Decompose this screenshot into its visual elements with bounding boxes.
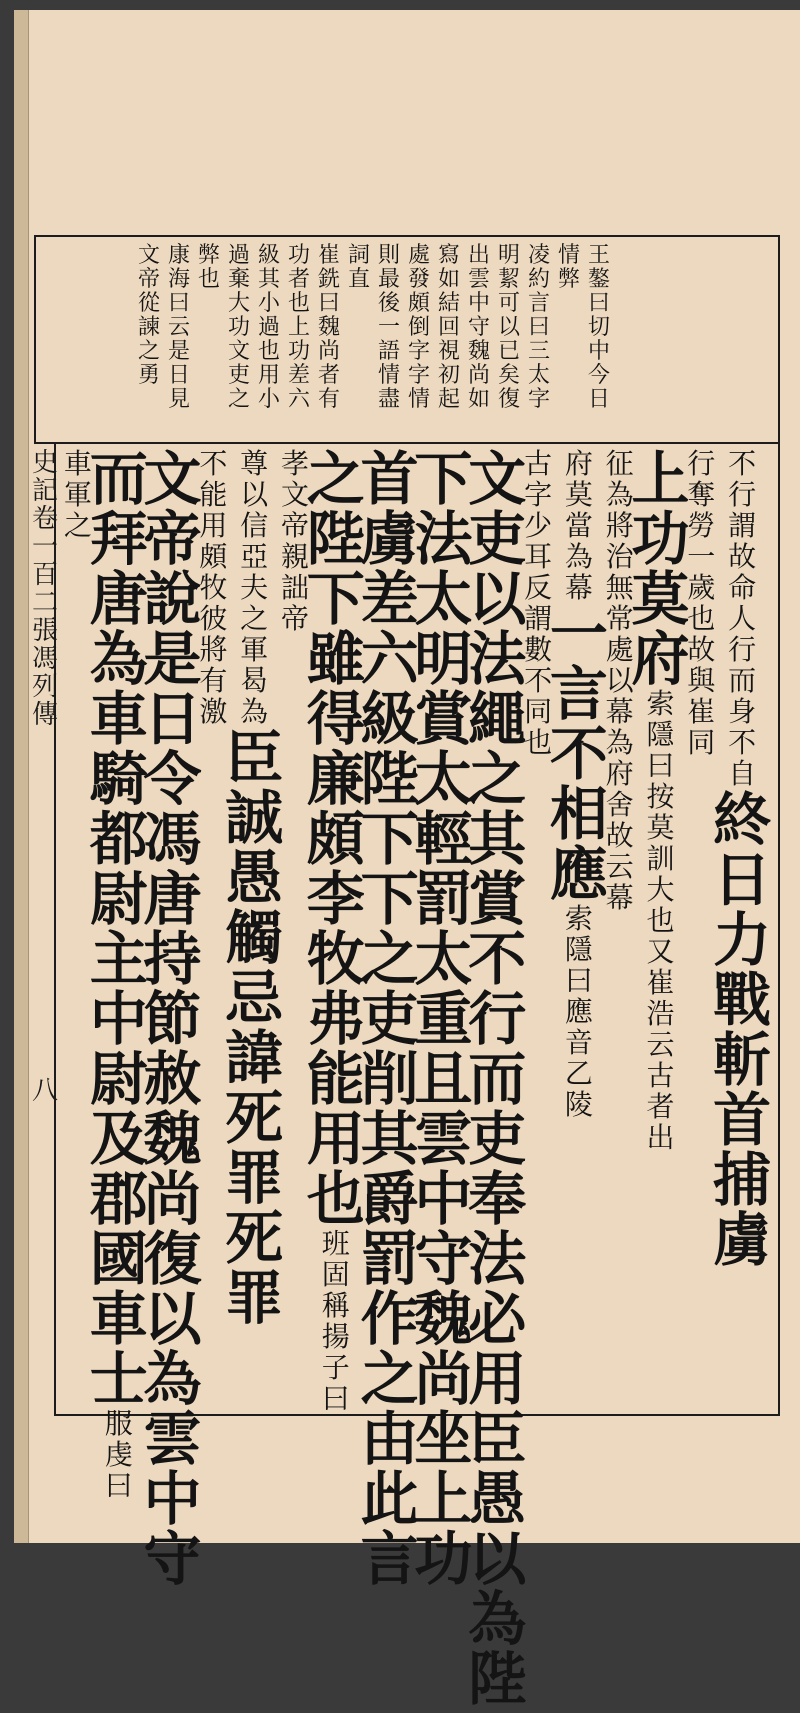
- main-text-run: 文 帝 說 是 日 令 馮 唐 持 節 赦 魏 尚 復 以 為 雲 中 守: [143, 445, 202, 1593]
- commentary-run: 索 隱 曰 應 音 乙 陵: [564, 902, 593, 1121]
- commentary-run: 服 虔 曰: [104, 1407, 133, 1502]
- main-text-run: 下 法 太 明 賞 太 輕 罰 太 重 且 雲 中 守 魏 尚 坐 上 功: [414, 445, 473, 1593]
- header-note-column: 則 最 後 一 語 情 盡: [377, 243, 400, 412]
- header-note-column: 王 鏊 曰 切 中 今 日: [587, 243, 610, 412]
- header-note-column: 文 帝 從 諫 之 勇: [137, 243, 160, 388]
- main-text-run: 而 拜 唐 為 車 騎 都 尉 主 中 尉 及 郡 國 車 士: [89, 445, 148, 1413]
- header-note-column: 處 發 頗 倒 字 字 情: [407, 243, 430, 412]
- text-column: [713, 447, 772, 1405]
- text-column: [63, 447, 92, 1405]
- text-column: [414, 445, 473, 1593]
- text-column: [306, 445, 365, 1415]
- text-column: [225, 447, 284, 1405]
- commentary-run: 班 固 稱 揚 子 曰: [321, 1227, 350, 1415]
- commentary-run: 古 字 少 耳: [524, 447, 553, 573]
- header-note-column: 寫 如 結 回 視 初 起: [437, 243, 460, 412]
- main-text-run: 上 功 莫 府: [631, 445, 690, 693]
- commentary-run: 尊 以 信 亞 夫 之 軍 曷 為: [240, 447, 269, 728]
- main-text: [63, 445, 772, 1713]
- header-note-column: 情 弊: [557, 243, 580, 292]
- main-text-run: 一 言 不 相 應: [549, 600, 608, 908]
- commentary-run: 不 能 用 頗 牧 彼 將 有 激: [199, 447, 228, 728]
- header-note-column: 詞 直: [347, 243, 370, 292]
- text-column: [143, 445, 202, 1593]
- text-column: [468, 445, 527, 1713]
- text-column: [687, 447, 716, 1405]
- main-text-run: 之 陛 下 雖 得 廉 頗 李 牧 弗 能 用 也: [306, 445, 365, 1233]
- text-column: [605, 447, 634, 1405]
- commentary-run: 孝 文 帝 親 詘 帝: [280, 447, 309, 635]
- text-column: [360, 445, 419, 1593]
- commentary-run: 不 行 謂 故 命 人 行 而 身 不 自: [728, 447, 757, 790]
- header-note-column: 功 者 也 上 功 差 六: [287, 243, 310, 412]
- margin-book-title: 史 記 卷 一 百 二: [31, 448, 58, 618]
- text-column: [549, 447, 608, 1405]
- header-note-column: 弊 也: [197, 243, 220, 292]
- commentary-run: 行 奪 勞 一 歲 也 故 與 崔 同: [687, 447, 716, 759]
- page-edge: [14, 10, 29, 1543]
- commentary-run: 征 為 將 治 無 常 處 以 幕 為 府 舍 故 云 幕: [605, 447, 634, 914]
- commentary-run: 車 軍 之: [63, 447, 92, 542]
- book-page: [14, 10, 800, 1713]
- header-note-column: 明 絜 可 以 已 矣 復: [497, 243, 520, 412]
- header-note-column: 級 其 小 過 也 用 小: [257, 243, 280, 412]
- main-text-run: 終 日 力 戰 斬 首 捕 虜: [713, 786, 772, 1274]
- commentary-run: 反 謂 數 不 同 也: [524, 571, 553, 759]
- text-column: [631, 445, 690, 1405]
- margin-title: [30, 450, 60, 730]
- header-note-column: 出 雲 中 守 魏 尚 如: [467, 243, 490, 412]
- text-column: [280, 447, 309, 1405]
- margin-chapter-title: 張 馮 列 傳: [31, 616, 58, 730]
- header-notes: [134, 245, 614, 435]
- folio-number: 八: [32, 1076, 59, 1106]
- header-note-column: 過 棄 大 功 文 吏 之: [227, 243, 250, 412]
- text-column: [89, 445, 148, 1502]
- header-note-column: 崔 銑 曰 魏 尚 者 有: [317, 243, 340, 412]
- commentary-run: 府 莫 當 為 幕: [564, 447, 593, 604]
- main-text-run: 文 吏 以 法 繩 之 其 賞 不 行 而 吏 奉 法 必 用 臣 愚 以 為 陛: [468, 445, 527, 1713]
- header-note-column: 凌 約 言 曰 三 太 字: [527, 243, 550, 412]
- main-text-run: 首 虜 差 六 級 陛 下 下 之 吏 削 其 爵 罰 作 之 由 此 言: [360, 445, 419, 1593]
- text-column: [199, 447, 228, 1405]
- commentary-run: 索 隱 曰 按 莫 訓 大 也 又 崔 浩 云 古 者 出: [646, 687, 675, 1154]
- main-text-run: 臣 誠 愚 觸 忌 諱 死 罪 死 罪: [225, 724, 284, 1332]
- header-note-column: 康 海 曰 云 是 日 見: [167, 243, 190, 412]
- text-column: [524, 447, 553, 1405]
